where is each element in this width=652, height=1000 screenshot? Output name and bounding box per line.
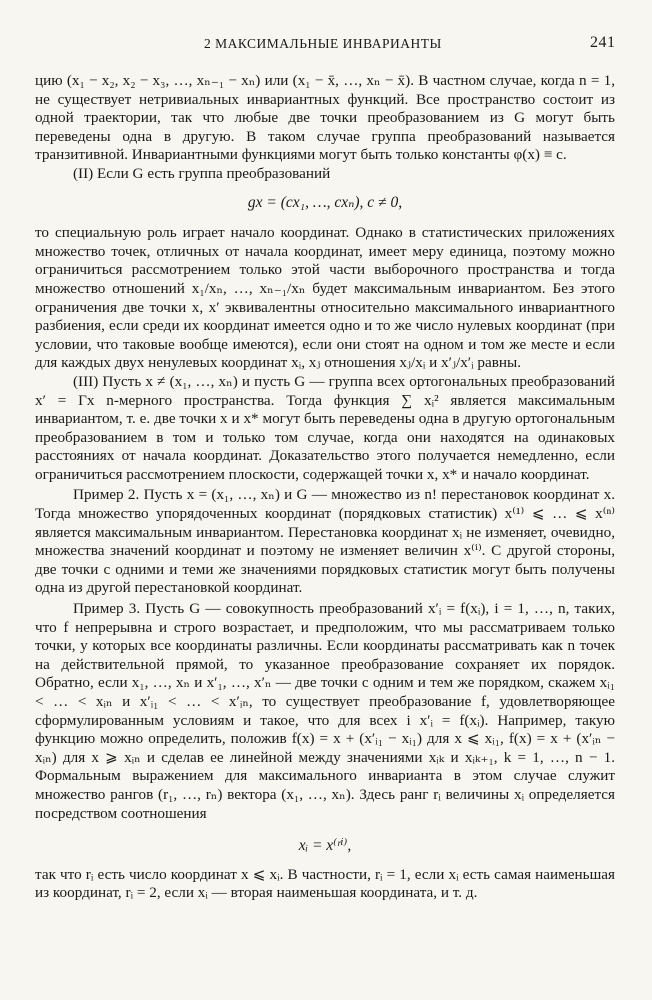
running-header	[0, 34, 652, 56]
equation-scaling: gx = (cx₁, …, cxₙ), c ≠ 0,	[247, 193, 403, 211]
paragraph-2: (II) Если G есть группа преобразований	[73, 164, 331, 182]
paragraph-1: цию (x₁ − x₂, x₂ − x₃, …, xₙ₋₁ − xₙ) или (x₁ − x̄, …, xₙ − x̄). В частном случае, когда n = 1, не существует нетривиальных инвариантных функций. Все пространство состоит из одной траектории, так что любые две точки преобразованием из G могут быть переведены одна в другую. В таком случае группа преобразований называется транзитивной. Инвариантными функциями могут быть только константы φ(x) ≡ c.	[35, 72, 615, 164]
paragraph-4: (III) Пусть x ≠ (x₁, …, xₙ) и пусть G — группа всех ортогональных преобразований x′ = Γx n-мерного пространства. Тогда функция ∑ xᵢ² является максимальным инвариантом, т. е. две точки x и x* могут быть переведены одна в другую ортогональным преобразованием в том и только том случае, когда они находятся на одинаковых расстояниях от начала координат. Доказательство этого получается немедленно, если ограничиться рассмотрением плоскости, содержащей точки x, x* и начало координат.	[35, 372, 615, 483]
page-body	[35, 72, 615, 903]
page-number: 241	[590, 34, 616, 51]
equation-ranks: xᵢ = x⁽ʳⁱ⁾,	[298, 837, 352, 855]
example-3: Пример 3. Пусть G — совокупность преобразований x′ᵢ = f(xᵢ), i = 1, …, n, таких, что f непрерывна и строго возрастает, и предположим, что мы рассматриваем только точки, у которых все координаты различны. Если координаты рассматривать как n точек на действительной прямой, то указанное преобразование сохраняет их порядок. Обратно, если x₁, …, xₙ и x′₁, …, x′ₙ — две точки с одним и тем же порядком, скажем xᵢ₁ < … < xᵢₙ и x′ᵢ₁ < … < x′ᵢₙ, то существует преобразование f, удовлетворяющее сформулированным условиям и такое, что для всех i x′ᵢ = f(xᵢ). Например, такую функцию можно определить, положив f(x) = x + (x′ᵢ₁ − xᵢ₁) для x ⩽ xᵢ₁, f(x) = x + (x′ᵢₙ − xᵢₙ) для x ⩾ xᵢₙ и сделав ее линейной между значениями xᵢₖ и xᵢₖ₊₁, k = 1, …, n − 1. Формальным выражением для максимального инварианта в этом случае служит множество рангов (r₁, …, rₙ) вектора (x₁, …, xₙ). Здесь ранг rᵢ величины xᵢ определяется посредством соотношения	[35, 600, 615, 822]
example-2: Пример 2. Пусть x = (x₁, …, xₙ) и G — множество из n! перестановок координат x. Тогда множество упорядоченных координат (порядковых статистик) x⁽¹⁾ ⩽ … ⩽ x⁽ⁿ⁾ является максимальным инвариантом. Перестановка координат xᵢ не изменяет, очевидно, множества значений координат и поэтому не изменяет величин x⁽ⁱ⁾. С другой стороны, две точки с одними и теми же значениями порядковых статистик могут быть получены одна из другой перестановкой координат.	[35, 486, 615, 597]
section-title: 2 МАКСИМАЛЬНЫЕ ИНВАРИАНТЫ	[204, 36, 442, 51]
paragraph-3: то специальную роль играет начало координат. Однако в статистических приложениях множество точек, отличных от начала координат, имеет меру единица, поэтому можно ограничиться рассмотрением только этой части выборочного пространства и тогда множество отношений x₁/xₙ, …, xₙ₋₁/xₙ будет максимальным инвариантом. Без этого ограничения две точки x, x′ эквивалентны относительно максимального инвариантного разбиения, если среди их координат имеется одно и то же число нулевых координат (при условии, что таковые вообще имеются), если они стоят на одном и том же месте и если для каждых двух ненулевых координат xᵢ, xⱼ отношения xⱼ/xᵢ и x′ⱼ/x′ᵢ равны.	[35, 224, 615, 372]
paragraph-7: так что rᵢ есть число координат x ⩽ xᵢ. В частности, rᵢ = 1, если xᵢ есть самая наименьшая из координат, rᵢ = 2, если xᵢ — вторая наименьшая координата, и т. д.	[35, 865, 615, 902]
